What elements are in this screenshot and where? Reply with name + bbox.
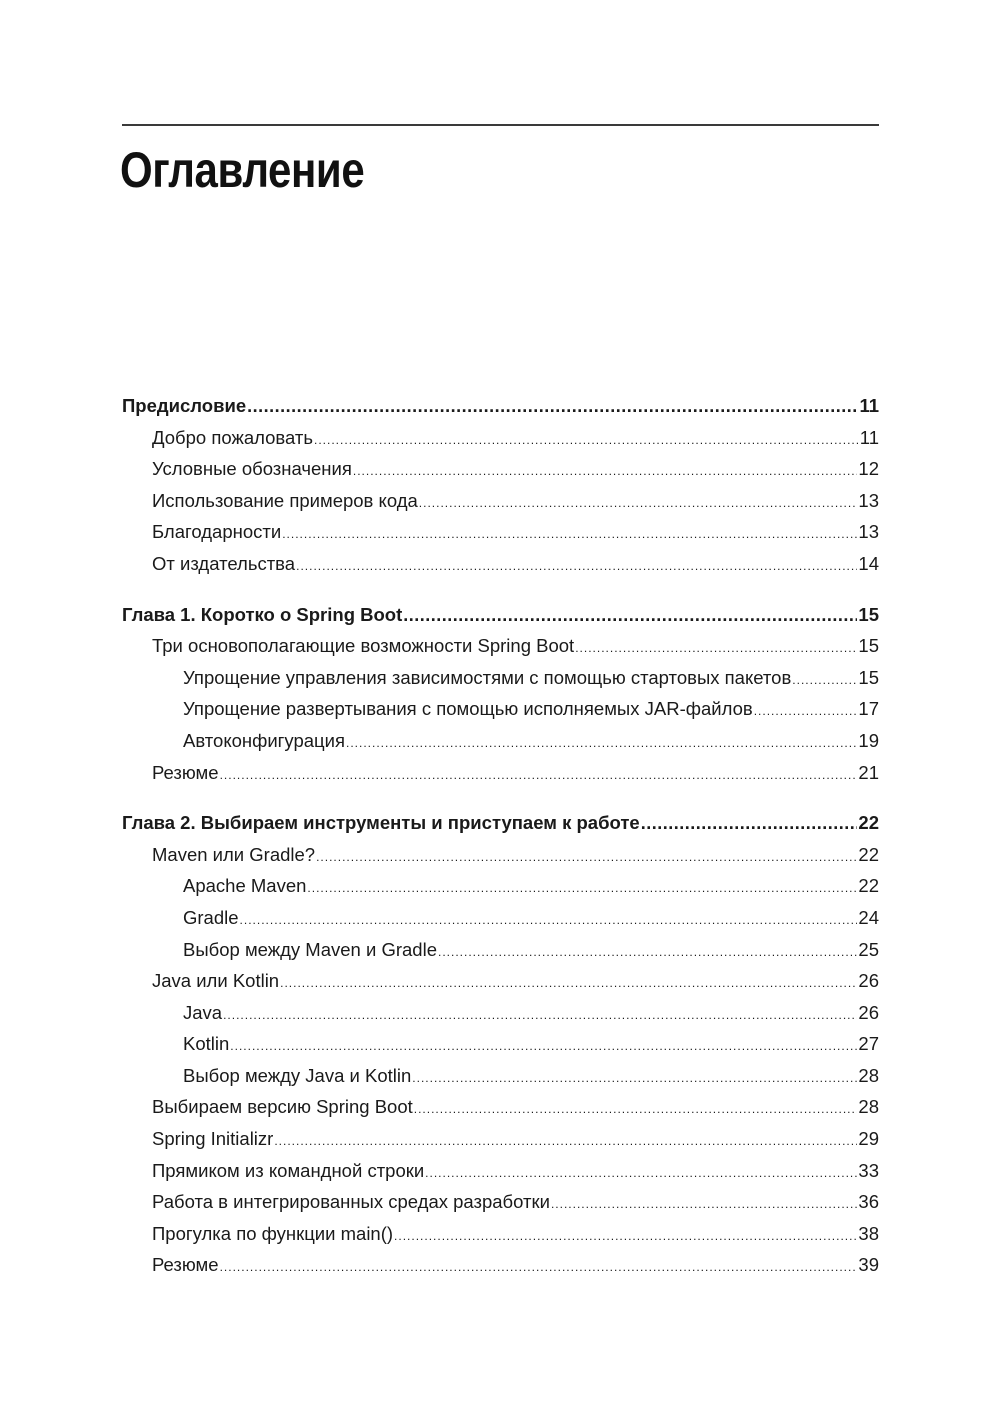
toc-dot-leader [425,1158,857,1190]
toc-entry-label: Kotlin [183,1033,230,1055]
toc-page-number: 22 [858,843,879,865]
toc-entry[interactable] [122,1123,879,1155]
toc-entry[interactable] [122,630,879,662]
toc-dot-leader [220,1252,858,1284]
toc-entry[interactable] [122,965,879,997]
toc-page-number: 22 [858,875,879,897]
toc-page-number: 28 [858,1064,879,1086]
toc-dot-leader [438,937,857,969]
toc-entry[interactable] [122,1028,879,1060]
toc-dot-leader [240,905,858,937]
toc-entry-label: От издательства [152,552,296,574]
toc-page-number: 19 [858,729,879,751]
toc-dot-leader [314,425,859,457]
toc-chapter-entry[interactable] [122,390,879,422]
toc-dot-leader [280,968,857,1000]
toc-page-number: 38 [858,1222,879,1244]
toc-page-number: 15 [858,603,879,625]
toc-dot-leader [641,808,858,840]
toc-entry-label: Глава 1. Коротко о Spring Boot [122,603,403,625]
toc-dot-leader [575,633,857,665]
toc-dot-leader [346,728,857,760]
toc-entry[interactable] [122,1091,879,1123]
toc-page-number: 12 [858,458,879,480]
toc-entry[interactable] [122,997,879,1029]
toc-entry-label: Добро пожаловать [152,426,314,448]
toc-section [122,599,879,789]
toc-page-number: 27 [858,1033,879,1055]
toc-entry[interactable] [122,1186,879,1218]
table-of-contents [122,390,879,1281]
toc-page-number: 28 [858,1096,879,1118]
toc-dot-leader [792,665,857,697]
toc-entry-label: Выбор между Maven и Gradle [183,938,437,960]
toc-entry[interactable] [122,1218,879,1250]
toc-page-number: 24 [858,906,879,928]
toc-dot-leader [754,696,858,728]
toc-entry[interactable] [122,725,879,757]
toc-section [122,390,879,580]
toc-entry[interactable] [122,1060,879,1092]
toc-dot-leader [230,1031,857,1063]
toc-entry-label: Прямиком из командной строки [152,1159,425,1181]
toc-page-number: 26 [858,970,879,992]
toc-entry-label: Выбор между Java и Kotlin [183,1064,412,1086]
toc-entry-label: Apache Maven [183,875,307,897]
toc-dot-leader [316,842,857,874]
toc-page-number: 13 [858,521,879,543]
toc-entry-label: Maven или Gradle? [152,843,316,865]
toc-entry-label: Резюме [152,761,219,783]
toc-page-number: 22 [858,812,879,834]
toc-entry[interactable] [122,757,879,789]
toc-dot-leader [394,1221,857,1253]
toc-chapter-entry[interactable] [122,807,879,839]
toc-entry[interactable] [122,902,879,934]
toc-entry-label: Автоконфигурация [183,729,345,751]
toc-entry-label: Благодарности [152,521,282,543]
toc-entry[interactable] [122,453,879,485]
toc-entry-label: Spring Initializr [152,1128,274,1150]
toc-page-number: 17 [858,698,879,720]
toc-entry[interactable] [122,422,879,454]
toc-entry-label: Использование примеров кода [152,489,418,511]
toc-dot-leader [247,391,858,423]
toc-entry-label: Три основополагающие возможности Spring Boot [152,635,575,657]
toc-entry[interactable] [122,934,879,966]
header-rule [122,124,879,126]
page-title: Оглавление [120,142,365,198]
toc-entry-label: Глава 2. Выбираем инструменты и приступаем к работе [122,812,640,834]
toc-dot-leader [296,551,857,583]
toc-dot-leader [419,488,858,520]
toc-page-number: 15 [858,666,879,688]
toc-entry[interactable] [122,662,879,694]
toc-entry-label: Упрощение управления зависимостями с помощью стартовых пакетов [183,666,792,688]
toc-entry[interactable] [122,485,879,517]
toc-entry-label: Работа в интегрированных средах разработки [152,1191,550,1213]
toc-page-number: 11 [859,395,879,416]
toc-dot-leader [403,600,857,632]
toc-dot-leader [412,1063,857,1095]
toc-entry-label: Java [183,1001,223,1023]
toc-entry[interactable] [122,516,879,548]
toc-entry-label: Предисловие [122,395,247,416]
toc-entry-label: Упрощение развертывания с помощью исполняемых JAR-файлов [183,698,753,720]
toc-entry-label: Условные обозначения [152,458,352,480]
toc-page-number: 25 [858,938,879,960]
toc-page-number: 29 [858,1128,879,1150]
toc-entry[interactable] [122,1249,879,1281]
toc-page-number: 15 [858,635,879,657]
toc-dot-leader [282,519,857,551]
toc-dot-leader [414,1094,858,1126]
toc-dot-leader [223,1000,857,1032]
toc-section [122,807,879,1281]
toc-entry[interactable] [122,870,879,902]
toc-page-number: 21 [858,761,879,783]
toc-page-number: 26 [858,1001,879,1023]
toc-page-number: 14 [858,552,879,574]
toc-dot-leader [551,1189,857,1221]
toc-entry-label: Gradle [183,906,239,928]
toc-entry[interactable] [122,839,879,871]
toc-dot-leader [353,456,858,488]
toc-chapter-entry[interactable] [122,599,879,631]
toc-page-number: 11 [859,426,879,448]
toc-page-number: 13 [858,489,879,511]
toc-entry-label: Прогулка по функции main() [152,1222,394,1244]
toc-entry-label: Выбираем версию Spring Boot [152,1096,413,1118]
toc-dot-leader [307,873,857,905]
toc-entry[interactable] [122,548,879,580]
toc-page-number: 39 [858,1254,879,1276]
toc-entry-label: Резюме [152,1254,219,1276]
toc-page-number: 36 [858,1191,879,1213]
toc-entry[interactable] [122,693,879,725]
toc-entry[interactable] [122,1155,879,1187]
toc-page-number: 33 [858,1159,879,1181]
toc-dot-leader [220,760,858,792]
toc-entry-label: Java или Kotlin [152,970,280,992]
toc-dot-leader [274,1126,857,1158]
